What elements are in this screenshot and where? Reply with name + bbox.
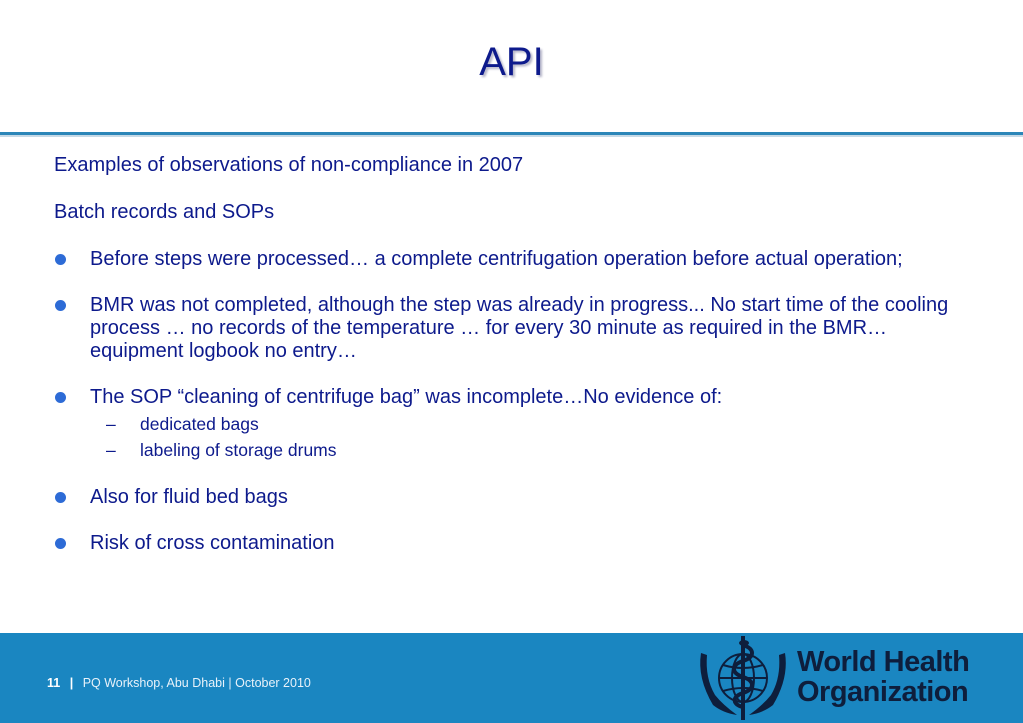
bullet-dot-icon: [55, 392, 66, 403]
who-emblem-icon: [693, 633, 813, 723]
slide-body: [54, 154, 984, 578]
bullet-item: [54, 248, 984, 271]
footer-separator: |: [69, 676, 74, 690]
bullet-text: The SOP “cleaning of centrifuge bag” was incomplete…No evidence of:: [90, 386, 723, 408]
footer-event: PQ Workshop, Abu Dhabi: [82, 676, 225, 690]
bullet-item: [54, 386, 984, 409]
bullet-dot-icon: [55, 492, 66, 503]
bullet-text: Risk of cross contamination: [90, 532, 335, 554]
logo-line-1: World Health: [797, 646, 970, 678]
bullet-dot-icon: [55, 254, 66, 265]
bullet-text: Also for fluid bed bags: [90, 486, 288, 508]
logo-line-2: Organization: [797, 676, 969, 708]
sub-bullet-list: [54, 411, 984, 463]
bullet-text: Before steps were processed… a complete centrifugation operation before actual operation;: [90, 248, 903, 270]
footer-date-separator: |: [228, 676, 232, 690]
bullet-item: [54, 532, 984, 555]
sub-bullet-text: dedicated bags: [140, 414, 259, 434]
intro-text: Examples of observations of non-compliance in 2007: [54, 154, 524, 176]
bullet-item: [54, 486, 984, 509]
dash-icon: –: [106, 440, 116, 460]
sub-bullet-item: [106, 437, 984, 463]
title-divider-shadow: [0, 135, 1023, 137]
bullet-dot-icon: [55, 300, 66, 311]
subheading: Batch records and SOPs: [54, 201, 275, 223]
bullet-dot-icon: [55, 538, 66, 549]
who-logo-text: [797, 647, 969, 707]
bullet-text: BMR was not completed, although the step was already in progress... No start time of the cooling process … no records of the temperature … for every 30 minute as required in the BMR… equipment logbook no entry…: [90, 294, 949, 362]
sub-bullet-text: labeling of storage drums: [140, 440, 337, 460]
page-number: 11: [47, 676, 61, 690]
dash-icon: –: [106, 414, 116, 434]
slide-title: API: [479, 40, 544, 84]
footer-date: October 2010: [235, 676, 311, 690]
bullet-item: [54, 294, 984, 363]
footer-caption: [47, 676, 311, 690]
sub-bullet-item: [106, 411, 984, 437]
